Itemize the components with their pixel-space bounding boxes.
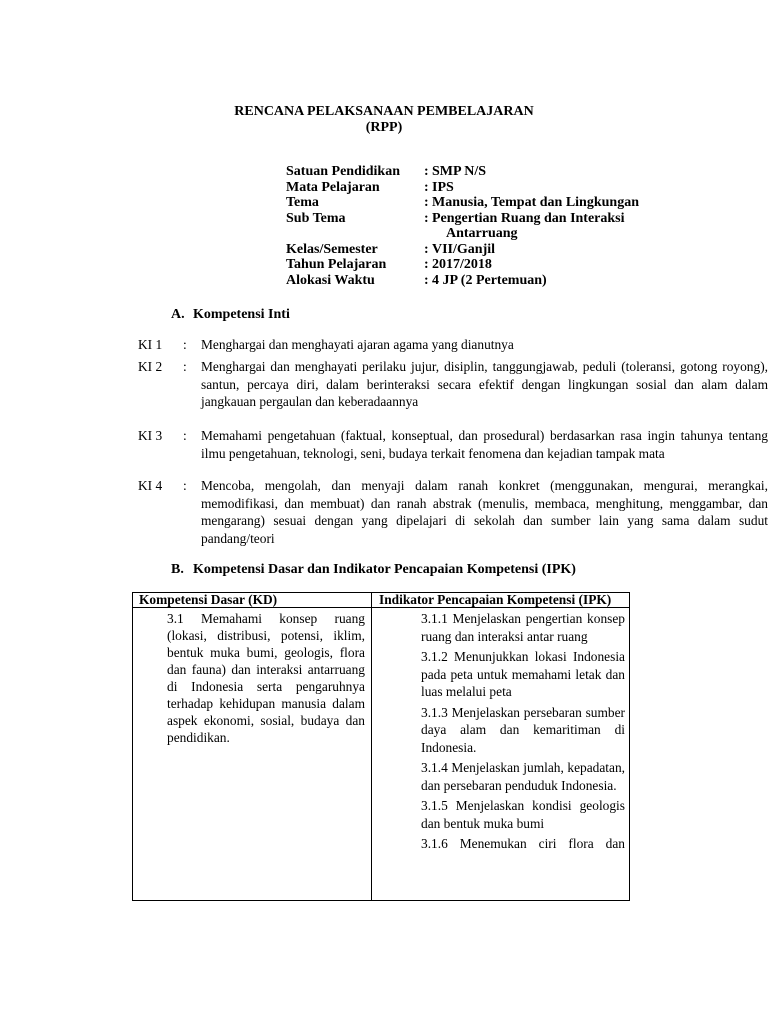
ipk-item: 3.1.4 Menjelaskan jumlah, kepadatan, dan persebaran penduduk Indonesia.: [421, 760, 625, 793]
ki-colon: :: [183, 478, 187, 493]
ki-label: KI 2: [138, 359, 163, 374]
meta-colon: :: [424, 241, 429, 257]
table-header-divider: [133, 607, 629, 608]
meta-value: 4 JP (2 Pertemuan): [432, 272, 547, 288]
document-subtitle: (RPP): [365, 120, 403, 135]
ki-text: Menghargai dan menghayati ajaran agama yang dianutnya: [201, 337, 514, 352]
meta-value: Pengertian Ruang dan Interaksi: [432, 210, 625, 226]
ki-label: KI 3: [138, 428, 163, 443]
meta-colon: :: [424, 257, 429, 272]
meta-label: Alokasi Waktu: [286, 272, 375, 288]
ki-label: KI 1: [138, 337, 163, 352]
ipk-item: 3.1.5 Menjelaskan kondisi geologis dan bentuk muka bumi: [421, 798, 625, 831]
section-letter: B.: [171, 562, 184, 577]
section-letter: A.: [171, 307, 185, 322]
ki-text: Menghargai dan menghayati perilaku jujur, disiplin, tanggungjawab, peduli (toleransi, gotong royong), santun, percaya diri, dalam berinteraksi secara efektif dengan lingkungan sosial dan alam dalam jangkauan pergaulan dan keberadaannya: [201, 359, 768, 409]
ki-label: KI 4: [138, 478, 163, 493]
meta-value: 2017/2018: [432, 257, 492, 272]
meta-label: Tema: [286, 195, 319, 210]
meta-colon: :: [424, 272, 429, 288]
table-column-divider: [371, 593, 372, 900]
meta-value: VII/Ganjil: [432, 241, 496, 257]
meta-colon: :: [424, 195, 429, 210]
meta-label: Sub Tema: [286, 210, 346, 226]
ipk-item: 3.1.1 Menjelaskan pengertian konsep ruang dan interaksi antar ruang: [421, 611, 625, 644]
section-title: Kompetensi Dasar dan Indikator Pencapaian Kompetensi (IPK): [193, 562, 576, 577]
meta-label: Mata Pelajaran: [286, 179, 380, 195]
ki-text: Mencoba, mengolah, dan menyaji dalam ranah konkret (menggunakan, mengurai, merangkai, memodifikasi, dan membuat) dan ranah abstrak (menulis, membaca, menghitung, menggambar, dan mengarang) sesuai dengan yang dipelajari di sekolah dan sumber lain yang sama dalam sudut pandang/teori: [201, 478, 768, 546]
ipk-cell: [421, 610, 625, 856]
kd-ipk-table: [132, 592, 630, 901]
meta-label: Kelas/Semester: [286, 241, 378, 257]
meta-value: SMP N/S: [432, 164, 487, 179]
meta-colon: :: [424, 164, 429, 179]
meta-label: Tahun Pelajaran: [286, 257, 387, 272]
meta-colon: :: [424, 210, 429, 226]
kd-cell: 3.1 Memahami konsep ruang (lokasi, distribusi, potensi, iklim, bentuk muka bumi, geologis, flora dan fauna) dan interaksi antarruang di Indonesia serta pengaruhnya terhadap kehidupan manusia dalam aspek ekonomi, sosial, budaya dan pendidikan.: [167, 611, 365, 745]
ki-colon: :: [183, 428, 187, 443]
ki-text: Memahami pengetahuan (faktual, konseptual, dan prosedural) berdasarkan rasa ingin tahunya tentang ilmu pengetahuan, teknologi, seni, budaya terkait fenomena dan kejadian tampak mata: [201, 428, 768, 461]
document-title: RENCANA PELAKSANAAN PEMBELAJARAN: [234, 104, 534, 119]
ipk-item: 3.1.6 Menemukan ciri flora dan: [421, 836, 625, 851]
meta-value: IPS: [432, 179, 454, 195]
table-header-kd: Kompetensi Dasar (KD): [139, 592, 278, 607]
section-a-heading: [171, 307, 290, 323]
ipk-item: 3.1.2 Menunjukkan lokasi Indonesia pada peta untuk memahami letak dan luas melalui peta: [421, 649, 625, 699]
ipk-item: 3.1.3 Menjelaskan persebaran sumber daya alam dan kemaritiman di Indonesia.: [421, 704, 625, 755]
table-header-ipk: Indikator Pencapaian Kompetensi (IPK): [379, 592, 612, 607]
meta-value-continued: Antarruang: [446, 226, 518, 241]
meta-value: Manusia, Tempat dan Lingkungan: [432, 195, 639, 210]
ki-colon: :: [183, 337, 187, 352]
ki-colon: :: [183, 359, 187, 374]
section-b-heading: [171, 562, 576, 578]
section-title: Kompetensi Inti: [193, 307, 290, 322]
meta-label: Satuan Pendidikan: [286, 164, 400, 179]
meta-colon: :: [424, 179, 429, 195]
